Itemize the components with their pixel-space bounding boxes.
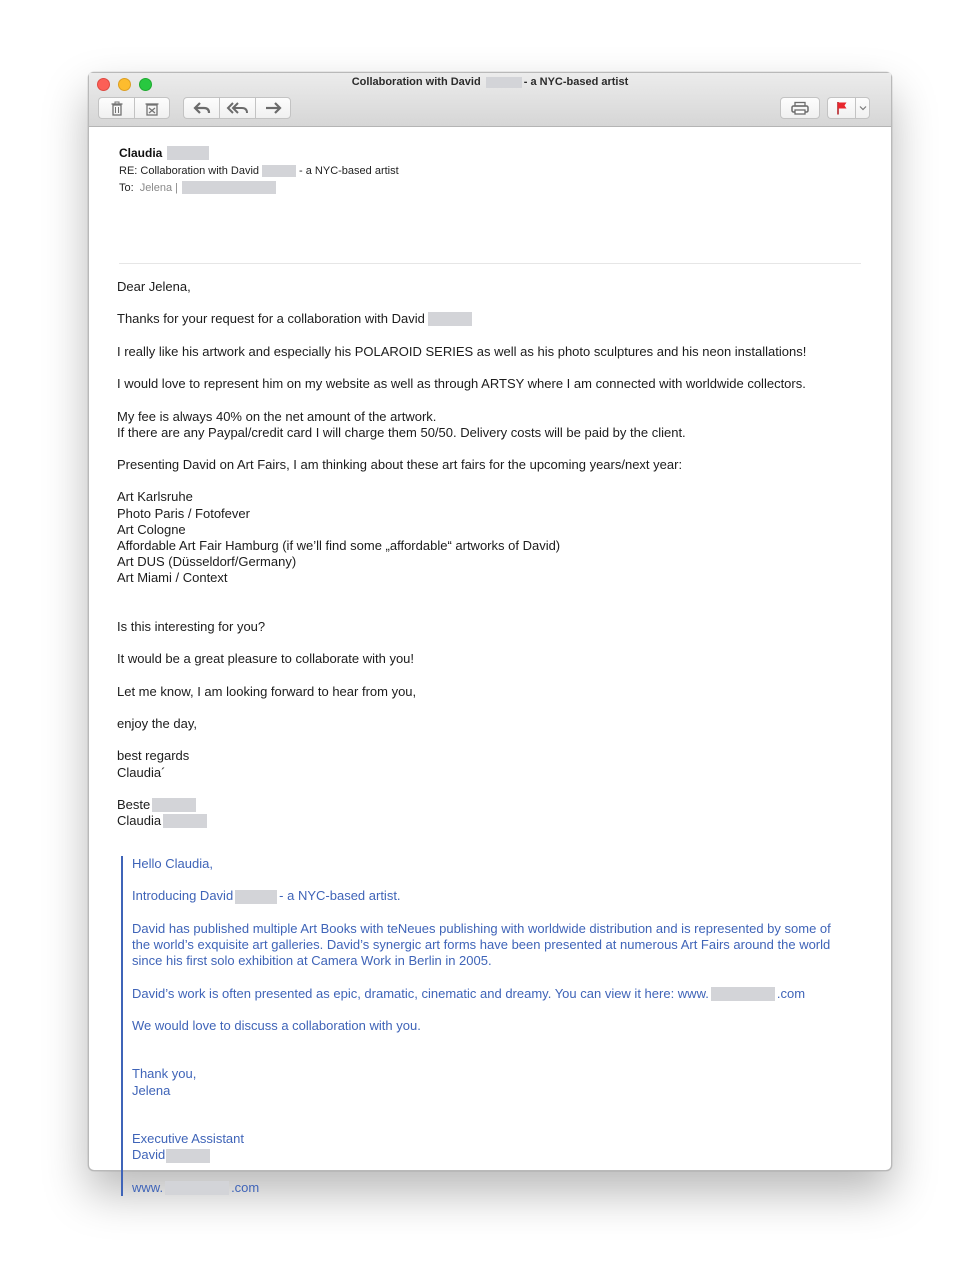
header-divider — [119, 263, 861, 264]
print-icon — [791, 101, 809, 115]
message-body — [117, 279, 857, 829]
body-line: Let me know, I am looking forward to hear from you, — [117, 683, 417, 699]
body-line: I would love to represent him on my website as well as through ARTSY where I am connected with worldwide collectors. — [117, 376, 806, 392]
window-title-suffix: - a NYC-based artist — [523, 76, 629, 88]
recipient-line — [119, 179, 399, 196]
quoted-text: .com — [776, 985, 806, 1001]
body-line: enjoy the day, — [117, 716, 197, 732]
message-subject — [119, 162, 399, 179]
delete-group — [98, 97, 170, 119]
forward-icon — [264, 101, 282, 115]
title-bar — [89, 73, 891, 127]
quoted-text: - a NYC-based artist. — [279, 888, 401, 904]
mail-window — [88, 72, 892, 1195]
quoted-line: Jelena — [132, 1082, 171, 1098]
redaction-box — [163, 814, 207, 828]
quoted-text: .com — [231, 1179, 260, 1195]
body-line: My fee is always 40% on the net amount of the artwork. — [117, 408, 437, 424]
redaction-box — [152, 798, 196, 812]
flag-group — [827, 97, 870, 119]
body-line: best regards — [117, 748, 190, 764]
body-line: It would be a great pleasure to collaborate with you! — [117, 651, 415, 667]
archive-icon — [144, 101, 160, 116]
quoted-line: Executive Assistant — [132, 1131, 244, 1147]
quoted-text: Introducing David — [132, 888, 234, 904]
recipient-name[interactable]: Jelena | — [139, 181, 179, 194]
delete-button[interactable] — [98, 97, 134, 119]
message-header — [119, 144, 399, 196]
forward-button[interactable] — [255, 97, 291, 119]
subject-prefix: RE: Collaboration with David — [119, 164, 260, 177]
quoted-text: David — [132, 1147, 166, 1163]
message-view — [89, 127, 891, 1195]
signature-line — [117, 797, 857, 813]
quoted-paragraph: David has published multiple Art Books with teNeues publishing with worldwide distribution and is represented by some of the world’s exquisite art galleries. David’s synergic art forms have been presented at numerous Art Fairs around the world since his first solo exhibition at Camera Work in Berlin in 2005. — [132, 920, 831, 969]
redaction-box — [262, 165, 296, 177]
reply-icon — [193, 101, 211, 115]
redaction-box — [235, 890, 277, 904]
flag-menu-button[interactable] — [855, 97, 870, 119]
reply-all-button[interactable] — [219, 97, 255, 119]
chevron-down-icon — [859, 105, 867, 111]
body-line: Is this interesting for you? — [117, 618, 266, 634]
subject-suffix: - a NYC-based artist — [299, 164, 399, 177]
sender-first-name: Claudia — [119, 145, 163, 160]
trash-icon — [110, 101, 124, 116]
quoted-line — [132, 1147, 852, 1163]
print-button[interactable] — [780, 97, 820, 119]
window-title — [89, 76, 891, 88]
signature-text: Claudia — [117, 813, 162, 829]
reply-group — [183, 97, 291, 119]
list-item: Art Cologne — [117, 521, 186, 537]
list-item: Art DUS (Düsseldorf/Germany) — [117, 554, 297, 570]
redaction-box — [167, 146, 209, 160]
body-line: Claudia´ — [117, 764, 166, 780]
quoted-message — [121, 856, 852, 1196]
list-item: Photo Paris / Fotofever — [117, 505, 250, 521]
signature-line — [117, 813, 857, 829]
quoted-line — [132, 986, 852, 1002]
redaction-box — [166, 1149, 210, 1163]
redaction-box — [182, 181, 276, 194]
greeting: Dear Jelena, — [117, 279, 191, 294]
body-line — [117, 311, 857, 327]
body-line: If there are any Paypal/credit card I will charge them 50/50. Delivery costs will be paid by the client. — [117, 424, 686, 440]
flag-button[interactable] — [827, 97, 855, 119]
junk-button[interactable] — [134, 97, 170, 119]
body-line: Presenting David on Art Fairs, I am thinking about these art fairs for the upcoming years/next year: — [117, 457, 683, 473]
redaction-box — [428, 312, 472, 326]
quoted-line: We would love to discuss a collaboration with you. — [132, 1017, 421, 1033]
reply-all-icon — [226, 101, 250, 115]
window-title-prefix: Collaboration with David — [351, 76, 481, 88]
quoted-line — [132, 1180, 852, 1196]
sender-name — [119, 144, 399, 161]
reply-button[interactable] — [183, 97, 219, 119]
quoted-line — [132, 888, 852, 904]
to-label: To: — [119, 181, 134, 194]
signature-text: Beste — [117, 797, 151, 812]
body-line: I really like his artwork and especially his POLAROID SERIES as well as his photo sculptures and his neon installations! — [117, 343, 807, 359]
quoted-text: David’s work is often presented as epic, dramatic, cinematic and dreamy. You can view it here: www. — [132, 985, 709, 1001]
quoted-text: www. — [132, 1179, 164, 1195]
redaction-box — [486, 77, 522, 88]
list-item: Art Karlsruhe — [117, 489, 193, 505]
list-item: Affordable Art Fair Hamburg (if we’ll find some „affordable“ artworks of David) — [117, 538, 561, 553]
flag-icon — [836, 101, 848, 115]
list-item: Art Miami / Context — [117, 570, 228, 586]
quoted-line: Thank you, — [132, 1066, 197, 1082]
thanks-text: Thanks for your request for a collaboration with David — [117, 311, 425, 327]
quoted-line: Hello Claudia, — [132, 856, 213, 871]
redaction-box — [711, 987, 775, 1001]
redaction-box — [165, 1181, 229, 1195]
print-group — [780, 97, 820, 119]
